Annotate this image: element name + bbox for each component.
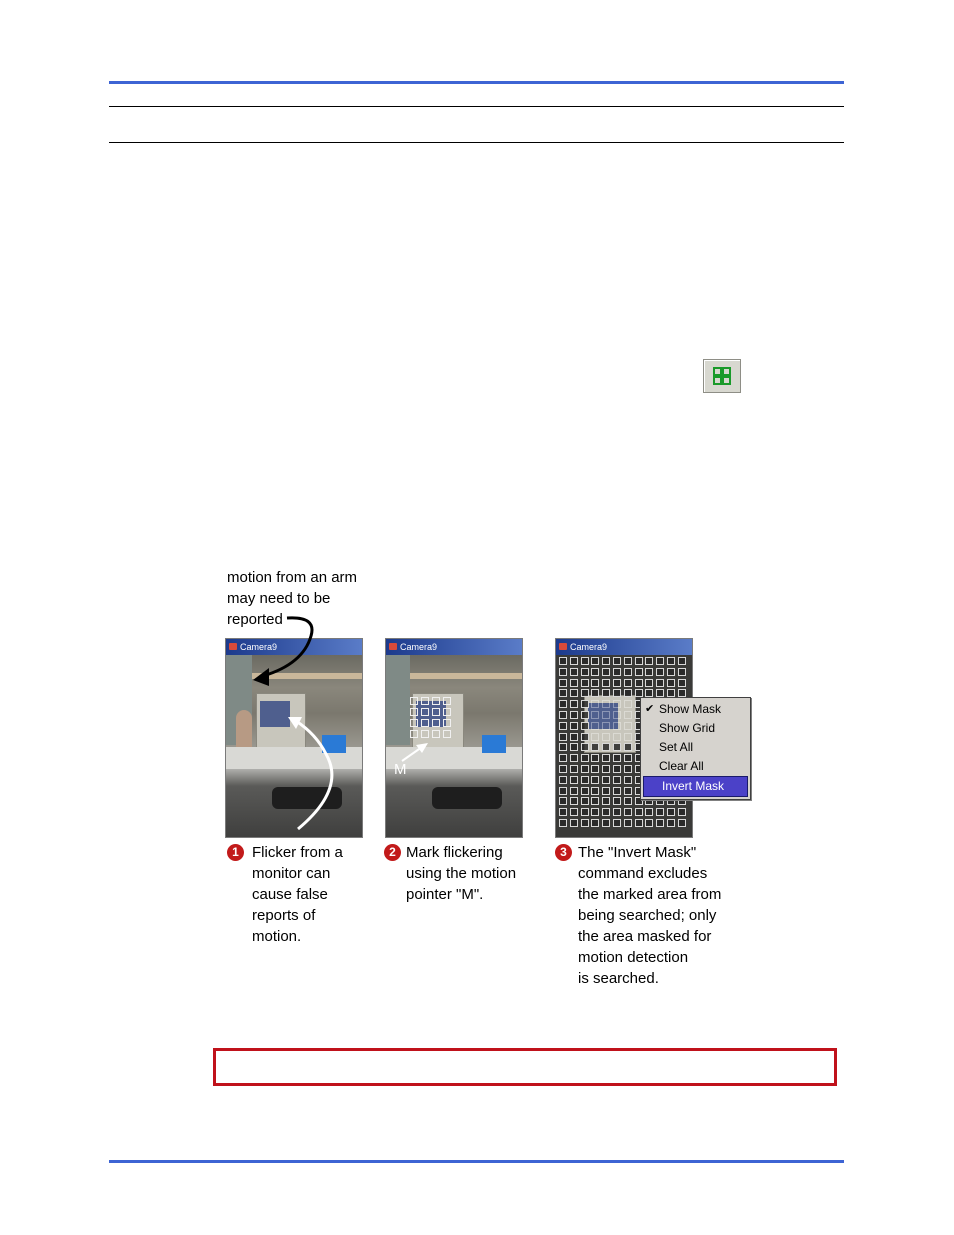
mask-cell (624, 797, 632, 805)
arm-annotation-arrow (245, 606, 365, 696)
mask-cell (559, 733, 567, 741)
mask-cell (570, 679, 578, 687)
mask-cell (602, 819, 610, 827)
mask-cell (570, 819, 578, 827)
mask-cell (591, 819, 599, 827)
mask-cell (635, 657, 643, 665)
mask-cell (602, 711, 610, 719)
mask-cell (624, 819, 632, 827)
mask-cell (570, 808, 578, 816)
mask-cell (656, 808, 664, 816)
mask-cell (613, 668, 621, 676)
mask-cell (613, 689, 621, 697)
mask-cell (656, 819, 664, 827)
mask-cell (559, 689, 567, 697)
step-badge-1: 1 (227, 844, 244, 861)
mask-cell (559, 711, 567, 719)
mask-cell (591, 743, 599, 751)
mask-cell (581, 722, 589, 730)
mask-cell (624, 765, 632, 773)
mask-cell (581, 689, 589, 697)
mask-cell (581, 808, 589, 816)
mask-cell (581, 819, 589, 827)
mask-cell (613, 700, 621, 708)
mask-cell (613, 733, 621, 741)
menu-item-clear-all[interactable]: Clear All (659, 759, 704, 773)
mask-cell (624, 657, 632, 665)
mask-cell (656, 679, 664, 687)
mask-cell (645, 819, 653, 827)
caption-line: reports of (252, 907, 316, 924)
mask-cell (559, 722, 567, 730)
mask-cell (667, 689, 675, 697)
mask-cell (624, 733, 632, 741)
mask-cell (581, 776, 589, 784)
mask-cell (624, 711, 632, 719)
annotation-line: reported (227, 611, 283, 628)
mask-cell (602, 689, 610, 697)
camera-window-title: Camera9 (386, 639, 522, 655)
mask-cell (635, 668, 643, 676)
mask-cell (624, 743, 632, 751)
mask-cell (667, 679, 675, 687)
mask-cell (559, 743, 567, 751)
mask-cell (591, 689, 599, 697)
step-badge-2: 2 (384, 844, 401, 861)
mask-cell (613, 787, 621, 795)
mask-cell (559, 657, 567, 665)
mask-cell (667, 808, 675, 816)
mask-cell (602, 808, 610, 816)
mask-cell (678, 679, 686, 687)
mask-cell (581, 700, 589, 708)
caption-line: Flicker from a (252, 844, 343, 861)
caption-line: the marked area from (578, 886, 722, 903)
caption-line: the area masked for (578, 928, 712, 945)
caption-line: cause false (252, 886, 328, 903)
mask-cell (591, 733, 599, 741)
mask-cell (591, 787, 599, 795)
mask-cell (645, 689, 653, 697)
mask-cell (559, 668, 567, 676)
mask-cell (591, 700, 599, 708)
mask-cell (570, 776, 578, 784)
caption-line: pointer "M". (406, 886, 484, 903)
mask-cell (559, 754, 567, 762)
camera-panel-2 (385, 638, 523, 838)
mask-cell (591, 754, 599, 762)
mask-cell (667, 668, 675, 676)
mask-cell (570, 668, 578, 676)
mask-cell (635, 679, 643, 687)
mask-cell (678, 657, 686, 665)
mask-cell (581, 743, 589, 751)
mask-cell (624, 776, 632, 784)
mask-cell (570, 722, 578, 730)
mask-cell (624, 787, 632, 795)
mask-cell (570, 733, 578, 741)
mask-cell (667, 819, 675, 827)
mask-grid-button[interactable] (703, 359, 741, 393)
mask-cell (559, 679, 567, 687)
annotation-line: may need to be (227, 590, 331, 607)
mask-cell (581, 679, 589, 687)
mask-cell (559, 787, 567, 795)
mask-cell (602, 754, 610, 762)
menu-item-show-grid[interactable]: Show Grid (659, 721, 716, 735)
footer-rule-blue (109, 1160, 844, 1163)
mask-cell (591, 722, 599, 730)
mask-cell (559, 797, 567, 805)
mask-cell (678, 819, 686, 827)
caption-line: monitor can (252, 865, 331, 882)
mask-cell (678, 689, 686, 697)
mask-cell (591, 765, 599, 773)
header-rule-black-top (109, 106, 844, 107)
mask-cell (635, 808, 643, 816)
mask-cell (591, 679, 599, 687)
mask-cell (656, 668, 664, 676)
mask-cell (613, 776, 621, 784)
mask-cell (591, 797, 599, 805)
mask-cell (591, 657, 599, 665)
mask-cell (581, 754, 589, 762)
mask-cell (613, 743, 621, 751)
mask-cell (602, 722, 610, 730)
mask-cell (602, 776, 610, 784)
mask-cell (570, 743, 578, 751)
mask-cell (613, 819, 621, 827)
mask-grid-icon (704, 360, 740, 392)
mask-cell (559, 808, 567, 816)
mask-cell (581, 711, 589, 719)
caption-line: being searched; only (578, 907, 717, 924)
mask-cell (591, 776, 599, 784)
mask-cell (570, 689, 578, 697)
mask-cell (613, 797, 621, 805)
mask-context-menu (640, 697, 751, 800)
menu-item-show-mask[interactable]: ✔ Show Mask (641, 700, 750, 719)
warning-box (213, 1048, 837, 1086)
mask-cell (624, 754, 632, 762)
mask-cell (624, 700, 632, 708)
header-rule-black-bottom (109, 142, 844, 143)
mask-cell (581, 787, 589, 795)
motion-pointer-arrow (386, 639, 522, 837)
annotation-line: motion from an arm (227, 569, 358, 586)
panel-2-caption (406, 842, 546, 905)
mask-cell (613, 765, 621, 773)
mask-cell (645, 657, 653, 665)
mask-cell (591, 668, 599, 676)
mask-cell (645, 679, 653, 687)
caption-line: The "Invert Mask" (578, 844, 697, 861)
menu-item-set-all[interactable]: Set All (659, 740, 694, 754)
mask-cell (602, 700, 610, 708)
mask-cell (667, 657, 675, 665)
step-badge-3: 3 (555, 844, 572, 861)
mask-cell (613, 679, 621, 687)
mask-cell (602, 657, 610, 665)
mask-cell (678, 808, 686, 816)
mask-cell (656, 689, 664, 697)
mask-cell (559, 776, 567, 784)
mask-cell (602, 797, 610, 805)
mask-cell (602, 765, 610, 773)
mask-cell (570, 711, 578, 719)
mask-cell (570, 765, 578, 773)
mask-cell (645, 668, 653, 676)
menu-item-invert-mask[interactable]: Invert Mask (643, 776, 748, 797)
mask-cell (645, 808, 653, 816)
caption-line: Mark flickering (406, 844, 503, 861)
mask-cell (613, 808, 621, 816)
mask-cell (613, 754, 621, 762)
mask-cell (613, 711, 621, 719)
mask-cell (570, 657, 578, 665)
caption-line: is searched. (578, 970, 659, 987)
mask-cell (570, 754, 578, 762)
camera-window-title: Camera9 (226, 639, 362, 655)
mask-cell (613, 722, 621, 730)
motion-pointer-label: M (394, 761, 407, 778)
mask-cell (559, 819, 567, 827)
mask-cell (559, 700, 567, 708)
caption-line: motion. (252, 928, 302, 945)
mask-cell (624, 689, 632, 697)
mask-cell (591, 808, 599, 816)
mask-cell (570, 700, 578, 708)
mask-cell (678, 668, 686, 676)
caption-line: command excludes (578, 865, 708, 882)
mask-cell (591, 711, 599, 719)
mask-cell (624, 679, 632, 687)
mask-cell (624, 668, 632, 676)
checkmark-icon: ✔ (645, 703, 655, 715)
camera-window-title: Camera9 (556, 639, 692, 655)
mask-cell (602, 787, 610, 795)
mask-cell (602, 668, 610, 676)
caption-line: motion detection (578, 949, 689, 966)
panel-3-caption (578, 842, 748, 989)
mask-cell (570, 797, 578, 805)
mask-cell (581, 733, 589, 741)
panel-1-caption (252, 842, 372, 947)
mask-cell (602, 679, 610, 687)
camera-icon (559, 643, 567, 650)
mask-cell (602, 733, 610, 741)
mask-cell (624, 808, 632, 816)
caption-line: using the motion (406, 865, 517, 882)
mask-cell (602, 743, 610, 751)
header-rule-blue (109, 81, 844, 84)
mask-cell (624, 722, 632, 730)
mask-cell (613, 657, 621, 665)
mask-cell (581, 797, 589, 805)
mask-cell (570, 787, 578, 795)
mask-cell (635, 689, 643, 697)
mask-cell (635, 819, 643, 827)
mask-cell (581, 657, 589, 665)
mask-cell (656, 657, 664, 665)
mask-cell (581, 765, 589, 773)
mask-cell (581, 668, 589, 676)
mask-cell (559, 765, 567, 773)
